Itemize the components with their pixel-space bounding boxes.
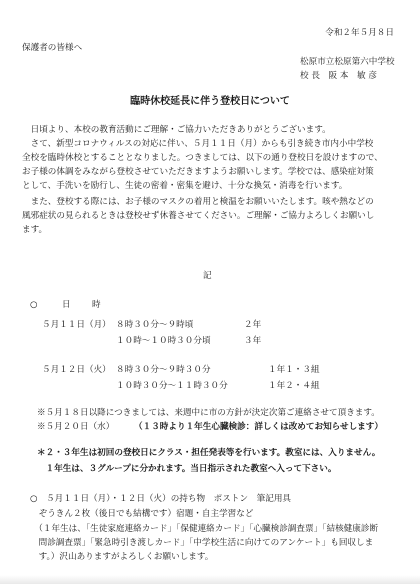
bullet-line: １年生は、３グループに分かれます。当日指示された教室へ入って下さい。 [37, 464, 337, 474]
note-date: ※５月２０日（水） [37, 422, 115, 432]
items-line: ぞうきん２枚（後日でも結構です）宿題・自主学習など [30, 509, 254, 519]
body-line: さて、新型コロナウィルスの対応に伴い、５月１１日（月）からも引き続き市内小中学校 [22, 139, 374, 149]
items-line: 問診調査票」「緊急時引き渡しカード」「中学校生活に向けてのアンケート」も回収しま [30, 538, 374, 548]
day1-time: １０時～１０時３０分頃 [116, 336, 211, 346]
body-line: また、登校する際には、お子様のマスクの着用と検温をお願いいたします。咳や熱などの [22, 197, 374, 207]
schedule-heading-a: 日 [62, 300, 71, 310]
body-line: 全校を臨時休校とすることとなりました。つきましては、以下の通り登校日を設けますので、 [22, 153, 383, 163]
items-line: （１年生は、「生徒家庭連絡カード」「保健連絡カード」「心臓検診調査票」「結核健康診断 [30, 524, 379, 534]
body-line: ます。 [22, 225, 48, 235]
document-title: 臨時休校延長に伴う登校日について [130, 96, 290, 107]
schedule-heading-b: 時 [92, 300, 101, 310]
addressee: 保護者の皆様へ [22, 43, 83, 53]
day1-date: ５月１１日（月） [42, 320, 111, 330]
day1-time: ８時３０分～９時頃 [116, 320, 194, 330]
school-name: 松原市立松原第六中学校 [300, 57, 395, 67]
day2-class: １年２・４組 [268, 381, 320, 391]
day2-date: ５月１２日（火） [42, 365, 111, 375]
day2-class: １年１・３組 [268, 365, 320, 375]
items-heading: ○ ５月１１日（月）・１２日（火）の持ち物 ポストン 筆記用具 [30, 494, 292, 504]
day2-time: １０時３０分～１１時３０分 [116, 381, 228, 391]
body-line: として、手洗いを励行し、生徒の密着・密集を避け、十分な換気・消毒を行います。 [22, 181, 348, 191]
bullet-line: ＊２・３年生は初回の登校日にクラス・担任発表等を行います。教室には、入りません。 [37, 448, 381, 458]
principal-name: 校 長 阪 本 敏 彦 [300, 71, 377, 81]
note-detail: （１３時より１年生心臓検診：詳しくは改めてお知らせします） [134, 422, 383, 432]
document-date: 令和２年５月８日 [325, 28, 394, 38]
day1-grade: ２年 [244, 320, 262, 330]
day1-grade: ３年 [244, 336, 262, 346]
body-line: 日頃より、本校の教育活動にご理解・ご協力いただきありがとうございます。 [22, 125, 331, 135]
items-line: す。）沢山ありますがよろしくお願いします。 [30, 552, 214, 562]
day2-time: ８時３０分～９時３０分 [116, 365, 211, 375]
body-line: お子様の体調をみながら登校させていただきますようお願いします。学校では、感染症対策 [22, 167, 374, 177]
page-bottom-edge [0, 575, 420, 584]
note-line: ※５月１８日以降につきましては、来週中に市の方針が決定次第ご連絡させて頂きます。 [37, 408, 380, 418]
body-line: 風邪症状の見られるときは登校せず休養させてください。ご理解・ご協力よろしくお願いし [22, 211, 375, 221]
schedule-marker: ○ [30, 300, 38, 310]
ki-heading: 記 [203, 271, 212, 281]
